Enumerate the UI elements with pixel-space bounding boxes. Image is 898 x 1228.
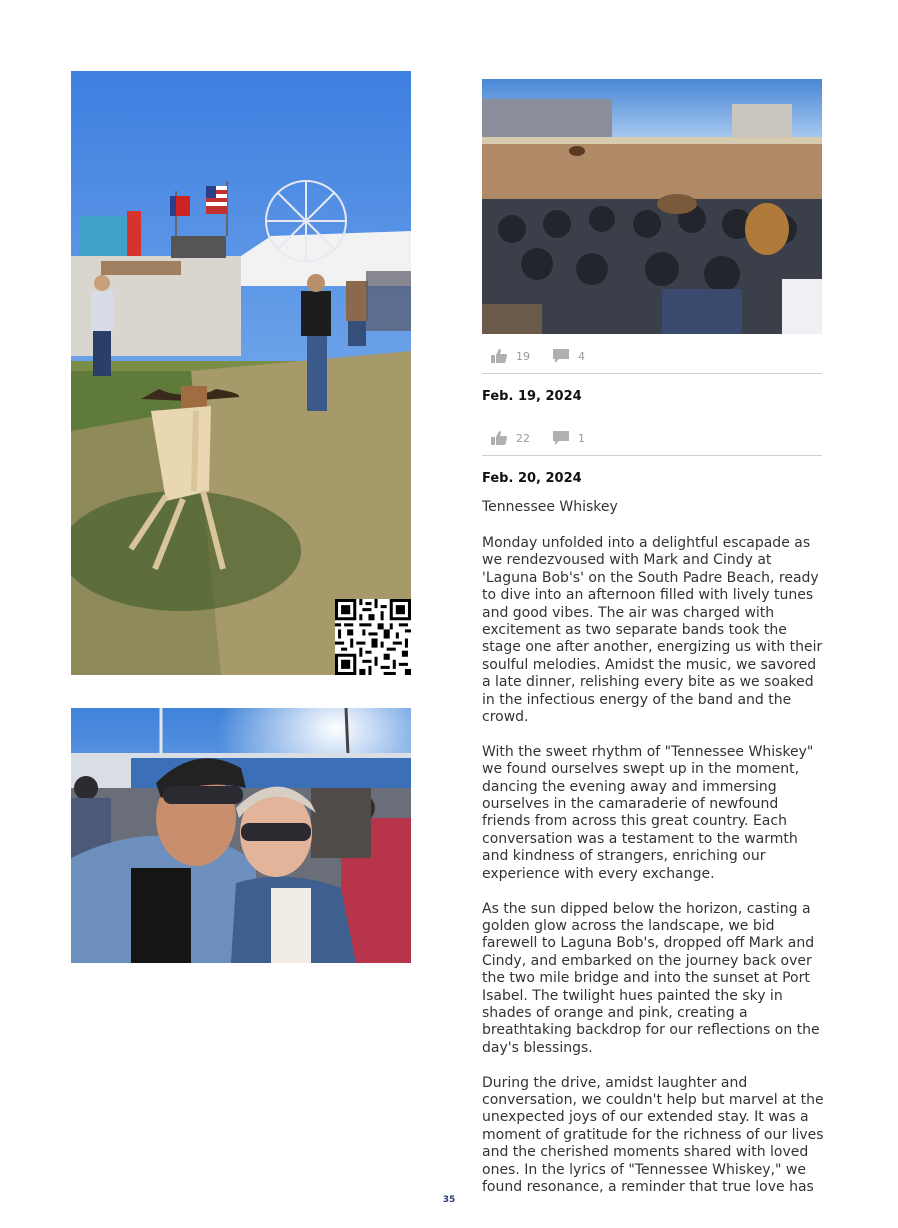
thumbs-up-icon[interactable]	[490, 348, 508, 364]
divider	[482, 373, 822, 374]
article-paragraph: Monday unfolded into a delightful escapade as we rendezvoused with Mark and Cindy at 'Laguna Bob's' on the South Padre Beach, ready to dive into an afternoon filled with lively tunes and good vibes. The air was charged with excitement as two separate bands took the stage one after another, energizing us with their soulful melodies. Amidst the music, we savored a late dinner, relishing every bite as we soaked in the infectious energy of the band and the crowd.	[482, 535, 823, 726]
article-paragraph: During the drive, amidst laughter and conversation, we couldn't help but marvel at the unexpected joys of our extended stay. It was a moment of gratitude for the richness of our lives and the cherished moments shared with loved ones. In the lyrics of "Tennessee Whiskey," we found resonance, a reminder that true love has	[482, 1074, 824, 1195]
comment-count: 4	[578, 349, 585, 363]
post-engagement-2	[482, 427, 822, 449]
post-engagement-1	[482, 345, 822, 367]
like-count: 19	[516, 349, 530, 363]
article-body	[482, 535, 827, 1214]
photo-selfie	[71, 708, 411, 963]
speech-bubble-icon[interactable]	[552, 430, 570, 446]
thumbs-up-icon[interactable]	[490, 430, 508, 446]
article-title: Tennessee Whiskey	[482, 499, 618, 515]
photo-fairground	[71, 71, 411, 675]
comment-count: 1	[578, 431, 585, 445]
post-date: Feb. 19, 2024	[482, 389, 582, 404]
like-count: 22	[516, 431, 530, 445]
article-paragraph: As the sun dipped below the horizon, casting a golden glow across the landscape, we bid farewell to Laguna Bob's, dropped off Mark and Cindy, and embarked on the journey back over the two mile bridge and into the sunset at Port Isabel. The twilight hues painted the sky in shades of orange and pink, creating a breathtaking backdrop for our reflections on the day's blessings.	[482, 900, 820, 1056]
page-number: 35	[442, 1195, 456, 1205]
post-date: Feb. 20, 2024	[482, 471, 582, 486]
qr-code[interactable]	[335, 599, 411, 675]
divider	[482, 455, 822, 456]
article-paragraph: With the sweet rhythm of "Tennessee Whiskey" we found ourselves swept up in the moment, dancing the evening away and immersing ourselves in the camaraderie of newfound friends from across this great country. Each conversation was a testament to the warmth and kindness of strangers, enriching our experience with every exchange.	[482, 743, 814, 882]
photo-rodeo-arena	[482, 79, 822, 334]
speech-bubble-icon[interactable]	[552, 348, 570, 364]
